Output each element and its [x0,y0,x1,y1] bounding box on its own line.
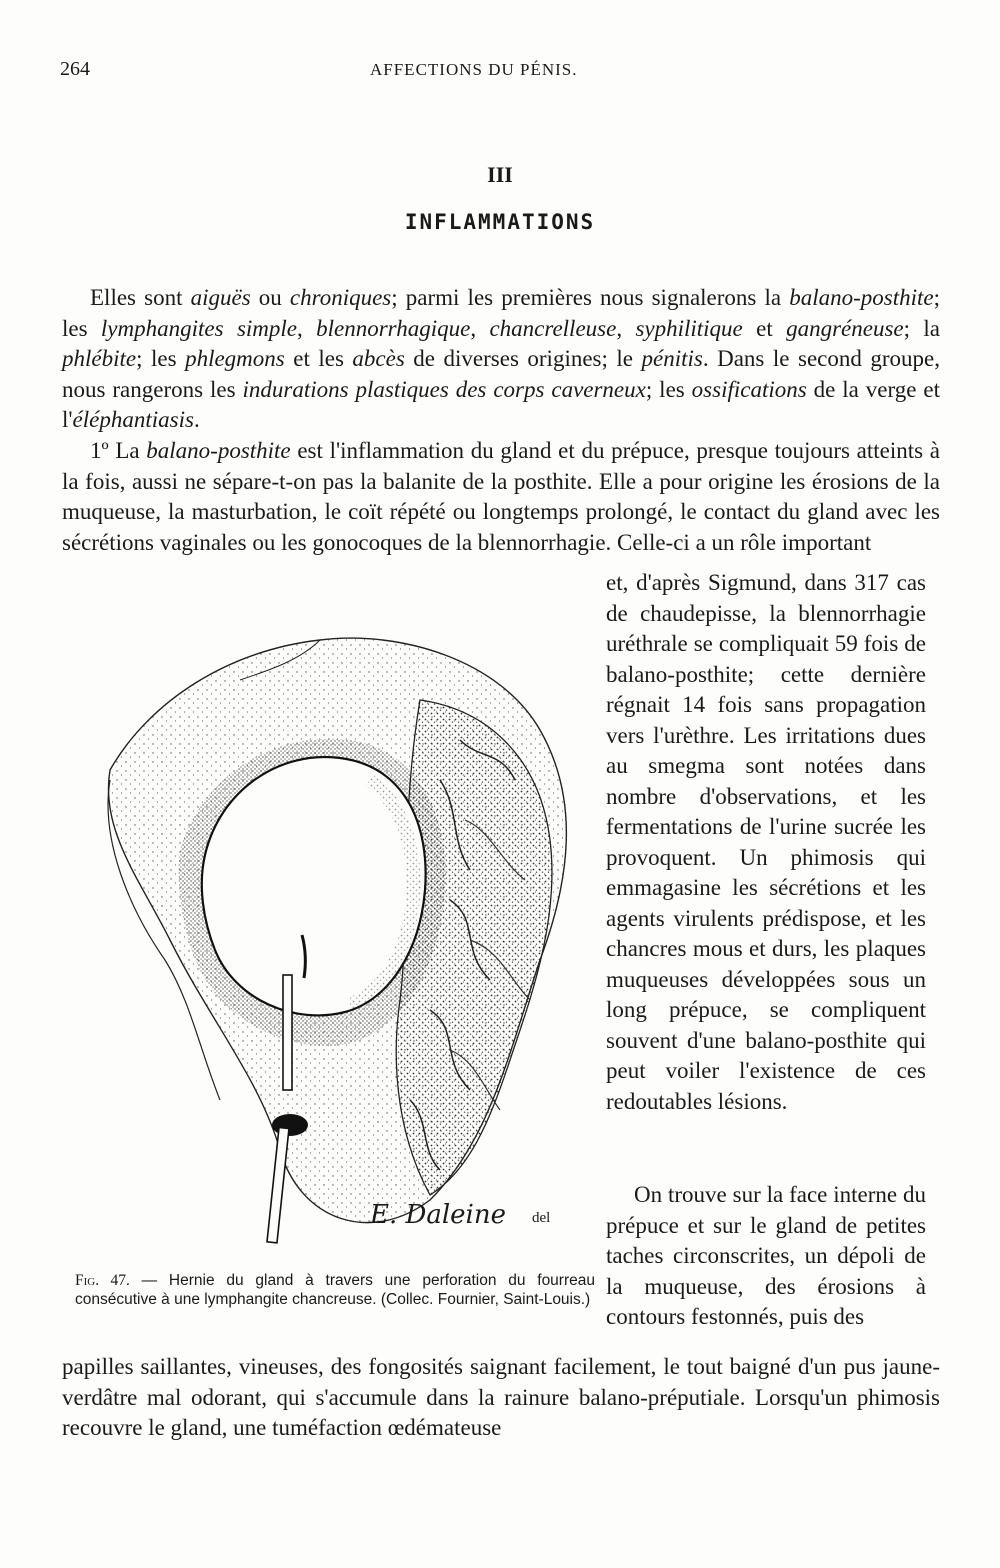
figure-caption-text: — Hernie du gland à travers une perforation du fourreau consécutive à une lymphangite chancreuse. (Collec. Fournier, Saint-Louis.) [75,1272,595,1308]
paragraph-intro [62,283,940,436]
paragraph-balano-posthite [62,436,940,558]
text-run: chroniques [289,285,392,310]
running-title: AFFECTIONS DU PÉNIS. [370,60,578,79]
running-head [60,58,940,88]
text-run: . Dans le second groupe, nous rangerons les [62,346,940,402]
text-run: de diverses origines; le [404,346,642,371]
text-run: gangréneuse [786,315,904,341]
figure-label: Fig. 47. [75,1272,130,1289]
text-run: ; les [136,346,186,371]
section-number: III [487,162,513,187]
text-run: lymphangites simple [100,315,297,341]
text-run: . [193,407,200,432]
text-run: ; les [62,285,940,341]
text-run: pénitis [641,346,703,371]
text-run: aiguës [190,285,251,310]
engraving-drawing [70,580,600,1270]
text-run: Elles sont [90,285,191,310]
text-run: , [470,315,490,341]
text-run: , [616,315,636,341]
text-run: balano-posthite [789,285,934,310]
text-run: 1º La [90,438,147,463]
text-run: papilles saillantes, vineuses, des fongosités saignant facilement, le tout baigné d'un pus jaune-verdâtre mal odorant, qui s'accumule dans la rainure balano-préputiale. Lorsqu'un phimosis recouvre le gland, une tuméfaction œdémateuse [62,1354,940,1440]
text-run: ; parmi les premières nous signalerons la [391,285,790,310]
paragraph-lesions [606,1180,926,1333]
text-run: abcès [352,346,405,371]
text-run: ou [250,285,290,310]
text-run: de la verge et l' [62,376,940,432]
text-run: ; la [903,315,940,341]
text-run: ossifications [691,376,807,402]
text-run: syphilitique [635,315,743,341]
text-run: blennorrhagique [316,315,471,341]
section-title: INFLAMMATIONS [404,210,596,234]
artist-signature-suffix: del [532,1210,551,1226]
text-run: On trouve sur la face interne du prépuce et sur le gland de petites taches circonscrites, un dépoli de la muqueuse, des érosions à contours festonnés, puis des [606,1182,926,1329]
text-run: indurations plastiques des corps caverneux [242,376,646,402]
text-run: éléphantiasis [72,407,194,432]
text-run: phlébite [62,346,137,371]
artist-signature: E. Daleine [370,1200,507,1230]
text-run: et, d'après Sigmund, dans 317 cas de chaudepisse, la blennorrhagie uréthrale se compliquait 59 fois de balano-posthite; cette dernière régnait 14 fois sans propagation vers l'urèthre. Les irritations dues au smegma sont notées dans nombre d'observations, et les fermentations de l'urine sucrée les provoquent. Un phimosis qui emmagasine les sécrétions et les agents virulents prédispose, et les chancres mous et durs, les plaques muqueuses développées sous un long prépuce, se compliquent souvent d'une balano-posthite qui peut voiler l'existence de ces redoutables lésions. [606,570,926,1114]
figure-caption [75,1271,595,1309]
text-run: et [742,315,787,341]
text-run: ; les [645,376,692,402]
text-run: et les [284,346,353,371]
text-run: chancrelleuse [489,315,617,341]
text-run: est l'inflammation du gland et du prépuce, presque toujours atteints à la fois, aussi ne sépare-t-on pas la balanite de la posthite. Elle a pour origine les érosions de la muqueuse, la masturbation, le coït répété ou longtemps prolongé, le contact du gland avec les sécrétions vaginales ou les gonocoques de la blennorrhagie. Celle-ci a un rôle important [62,438,940,555]
text-run: phlegmons [185,346,285,371]
page-number: 264 [60,58,90,80]
figure-illustration [70,580,600,1270]
text-run: , [297,315,317,341]
paragraph-balano-posthite-continued [606,568,926,1117]
paragraph-lesions-continued [62,1352,940,1444]
text-run: balano-posthite [146,438,291,463]
